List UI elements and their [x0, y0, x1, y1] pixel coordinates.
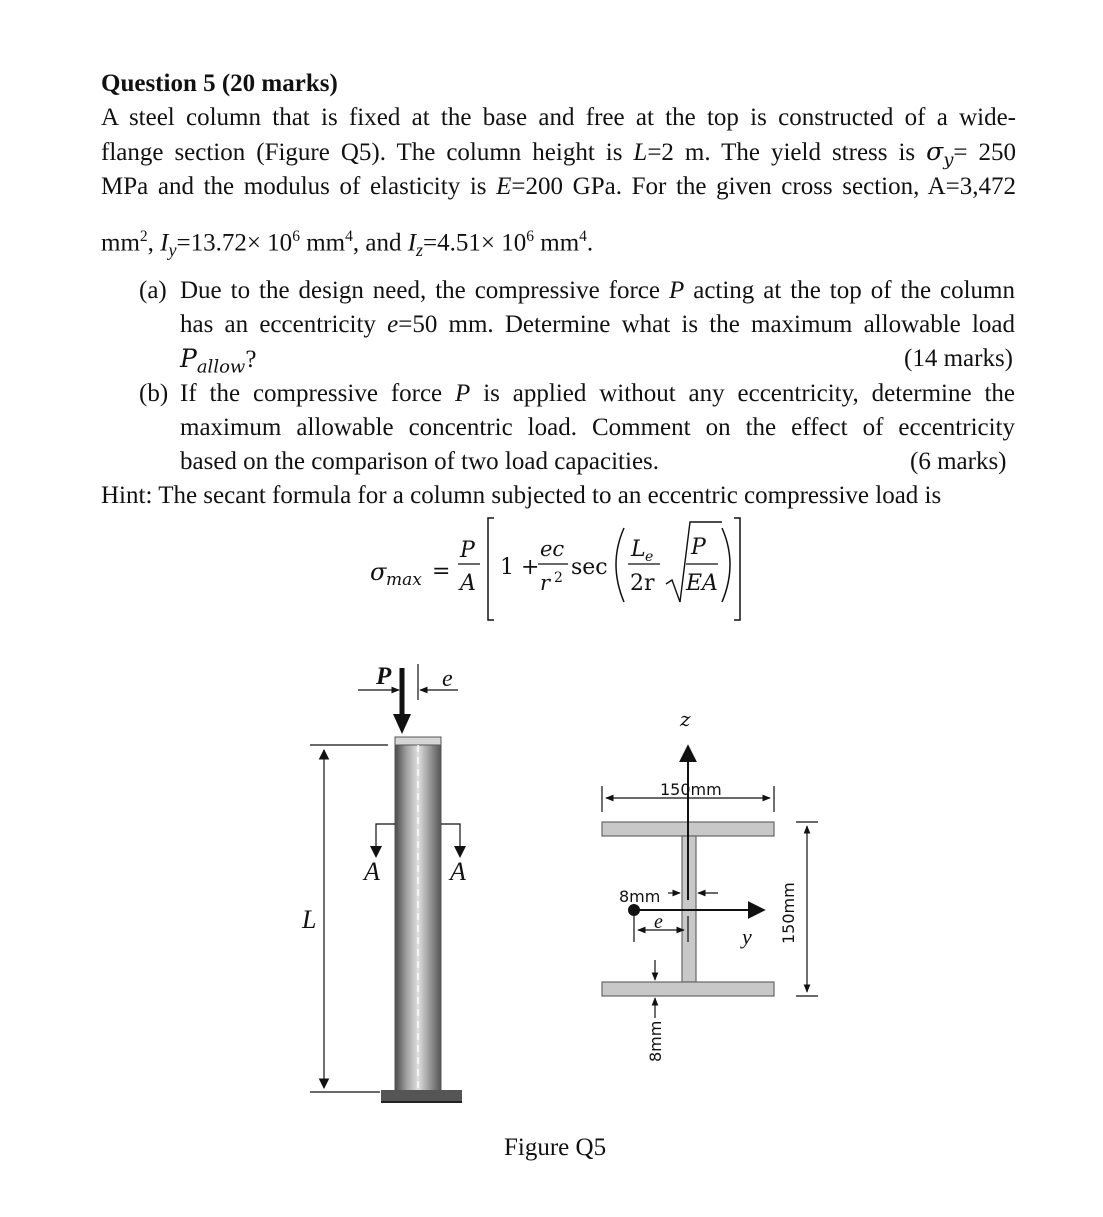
- height-L-label: L: [302, 905, 317, 934]
- text: =2 m. The yield stress is: [647, 139, 927, 166]
- part-b-label: (b): [139, 380, 169, 407]
- figure-caption: Figure Q5: [504, 1134, 607, 1161]
- width-label: 150mm: [660, 780, 722, 799]
- column-base-fixture: [381, 1090, 462, 1102]
- sub: allow: [196, 356, 246, 378]
- formula-equals: =: [432, 559, 451, 584]
- y-axis-label: y: [742, 924, 752, 949]
- sup: 2: [139, 228, 148, 245]
- part-a-marks: (14 marks): [904, 345, 1013, 372]
- sup: 6: [526, 228, 534, 245]
- intro-line-1: A steel column that is fixed at the base and free at the top is constructed of a wide-: [101, 104, 1016, 131]
- text: =50 mm. Determine what is the maximum allowable load: [398, 311, 1015, 338]
- formula-2r: 2r: [630, 571, 655, 596]
- text: = 250: [953, 139, 1016, 166]
- text: =200 GPa. For the given cross section, A=3,472: [511, 173, 1017, 200]
- section-eccentricity-label: e: [654, 911, 663, 933]
- text: is applied without any eccentricity, determine the: [470, 380, 1015, 407]
- column-cap: [395, 737, 441, 745]
- symbol-e: e: [387, 311, 399, 338]
- question-title: Question 5 (20 marks): [101, 70, 338, 97]
- load-P-label: P: [376, 663, 392, 690]
- symbol-P: P: [180, 344, 197, 373]
- formula-A: A: [460, 571, 476, 596]
- formula-Le: L: [631, 537, 646, 562]
- sup: 4: [345, 228, 353, 245]
- text: mm: [101, 229, 140, 257]
- sup: 4: [579, 228, 587, 245]
- text: , and: [352, 229, 408, 257]
- formula-ec: ec: [540, 537, 565, 561]
- formula-EA: EA: [686, 571, 718, 596]
- formula-one-plus: 1 +: [500, 555, 540, 580]
- bottom-flange: [602, 982, 774, 996]
- formula-left-paren: [616, 528, 624, 602]
- text: mm: [299, 229, 346, 257]
- symbol-P: P: [455, 380, 471, 407]
- section-cut-left: [376, 824, 395, 848]
- formula-right-paren: [722, 528, 730, 602]
- text: MPa and the modulus of elasticity is: [101, 173, 497, 200]
- formula-r: r: [540, 571, 551, 595]
- part-b-marks: (6 marks): [910, 448, 1007, 475]
- symbol-sub: y: [943, 149, 954, 171]
- symbol-I: I: [407, 229, 417, 257]
- section-A-right-label: A: [450, 857, 466, 886]
- text: flange section (Figure Q5). The column height is: [101, 139, 634, 166]
- hint-text: Hint: The secant formula for a column subjected to an eccentric compressive load is: [101, 482, 942, 509]
- part-b-line-3: based on the comparison of two load capacities.: [180, 448, 660, 475]
- symbol-I: I: [160, 229, 169, 257]
- text: =4.51× 10: [423, 229, 527, 257]
- formula-sigma: σ: [370, 558, 387, 586]
- text: =13.72× 10: [176, 229, 293, 257]
- section-cut-right: [441, 824, 460, 848]
- formula-P: P: [460, 538, 475, 563]
- flange-thickness-label: 8mm: [646, 1020, 665, 1062]
- formula-left-bracket: [488, 518, 494, 620]
- secant-formula: [370, 518, 740, 620]
- column-figure: [301, 663, 466, 1102]
- part-a-label: (a): [139, 277, 167, 304]
- formula-sqrt-P: P: [691, 535, 706, 560]
- formula-r-squared: 2: [554, 570, 563, 586]
- cross-section-figure: [602, 707, 818, 1062]
- section-A-left-label: A: [364, 857, 380, 886]
- text: has an eccentricity: [180, 311, 388, 338]
- text: If the compressive force: [180, 380, 456, 407]
- web-thickness-label: 8mm: [619, 887, 661, 906]
- formula-Le-sub: e: [645, 549, 654, 565]
- sub: y: [168, 240, 177, 260]
- part-b-line-2: maximum allowable concentric load. Comment on the effect of eccentricity: [180, 414, 1015, 441]
- symbol-E: E: [496, 173, 512, 200]
- load-P-arrow-head: [393, 714, 411, 734]
- eccentricity-e-label: e: [442, 666, 453, 692]
- formula-sec: sec: [571, 555, 608, 580]
- text: acting at the top of the column: [684, 277, 1016, 304]
- formula-right-bracket: [734, 518, 740, 620]
- text: .: [586, 229, 594, 257]
- symbol-P: P: [668, 277, 685, 304]
- sup: 6: [292, 228, 300, 245]
- text: ?: [245, 346, 257, 373]
- text: ,: [147, 229, 161, 257]
- text: mm: [534, 229, 580, 257]
- symbol-sigma: σ: [926, 137, 944, 166]
- height-label: 150mm: [779, 882, 798, 944]
- text: Due to the design need, the compressive force: [180, 277, 669, 304]
- sub: z: [416, 240, 424, 260]
- z-axis-label: z: [680, 707, 691, 731]
- formula-max: max: [386, 570, 422, 590]
- symbol-L: L: [633, 139, 648, 166]
